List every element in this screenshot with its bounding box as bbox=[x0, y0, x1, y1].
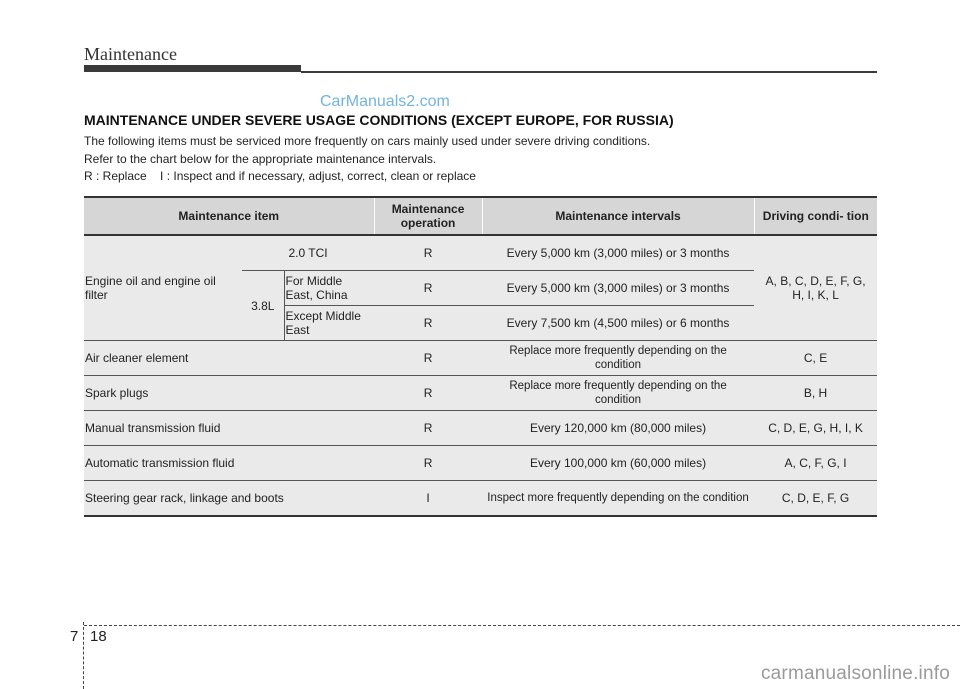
interval-cell: Every 5,000 km (3,000 miles) or 3 months bbox=[482, 271, 754, 306]
table-row bbox=[84, 376, 877, 411]
interval-cell: Every 7,500 km (4,500 miles) or 6 months bbox=[482, 306, 754, 341]
header-rule bbox=[301, 71, 877, 73]
operation-cell: R bbox=[374, 376, 482, 411]
intro-line: Refer to the chart below for the appropriate maintenance intervals. bbox=[84, 151, 437, 166]
interval-cell: Inspect more frequently depending on the condition bbox=[482, 481, 754, 517]
maintenance-table bbox=[84, 196, 877, 517]
footer-rule bbox=[84, 625, 960, 626]
conditions-cell: C, D, E, G, H, I, K bbox=[754, 411, 877, 446]
table-row bbox=[84, 446, 877, 481]
table-row bbox=[84, 481, 877, 517]
page-heading: MAINTENANCE UNDER SEVERE USAGE CONDITIONS (EXCEPT EUROPE, FOR RUSSIA) bbox=[84, 112, 674, 128]
intro-line: The following items must be serviced more frequently on cars mainly used under severe driving conditions. bbox=[84, 134, 651, 148]
item-cell: Manual transmission fluid bbox=[84, 411, 374, 446]
operation-cell: I bbox=[374, 481, 482, 517]
operation-cell: R bbox=[374, 411, 482, 446]
header-bar bbox=[84, 65, 301, 72]
header-maintenance-item: Maintenance item bbox=[84, 197, 374, 235]
table-row bbox=[84, 411, 877, 446]
header-maintenance-operation: Maintenance operation bbox=[374, 197, 482, 235]
table-row bbox=[84, 341, 877, 376]
footer-vertical-line bbox=[83, 622, 84, 689]
conditions-cell: B, H bbox=[754, 376, 877, 411]
variant-cell: 2.0 TCI bbox=[242, 235, 374, 271]
item-cell: Automatic transmission fluid bbox=[84, 446, 374, 481]
operation-cell: R bbox=[374, 306, 482, 341]
engine-cell: 3.8L bbox=[242, 271, 284, 341]
chapter-number: 7 bbox=[70, 628, 79, 645]
table-row bbox=[84, 235, 877, 271]
operation-cell: R bbox=[374, 235, 482, 271]
operation-cell: R bbox=[374, 341, 482, 376]
interval-cell: Every 120,000 km (80,000 miles) bbox=[482, 411, 754, 446]
operation-cell: R bbox=[374, 446, 482, 481]
conditions-cell: C, D, E, F, G bbox=[754, 481, 877, 517]
variant-cell: For Middle East, China bbox=[284, 271, 374, 306]
site-watermark: carmanualsonline.info bbox=[760, 663, 950, 684]
interval-cell: Every 100,000 km (60,000 miles) bbox=[482, 446, 754, 481]
table-header-row bbox=[84, 197, 877, 235]
conditions-cell: A, B, C, D, E, F, G, H, I, K, L bbox=[754, 235, 877, 341]
conditions-cell: C, E bbox=[754, 341, 877, 376]
item-cell: Engine oil and engine oil filter bbox=[84, 235, 242, 341]
interval-cell: Every 5,000 km (3,000 miles) or 3 months bbox=[482, 235, 754, 271]
section-title: Maintenance bbox=[84, 44, 177, 64]
intro-line: R : Replace I : Inspect and if necessary, adjust, correct, clean or replace bbox=[84, 169, 476, 183]
item-cell: Spark plugs bbox=[84, 376, 374, 411]
variant-cell: Except Middle East bbox=[284, 306, 374, 341]
interval-cell: Replace more frequently depending on the condition bbox=[482, 341, 754, 376]
header-driving-condition: Driving condi- tion bbox=[754, 197, 877, 235]
page-number: 18 bbox=[90, 628, 107, 645]
interval-cell: Replace more frequently depending on the condition bbox=[482, 376, 754, 411]
watermark: CarManuals2.com bbox=[320, 93, 450, 110]
operation-cell: R bbox=[374, 271, 482, 306]
item-cell: Steering gear rack, linkage and boots bbox=[84, 481, 374, 517]
item-cell: Air cleaner element bbox=[84, 341, 374, 376]
header-maintenance-intervals: Maintenance intervals bbox=[482, 197, 754, 235]
intro-text bbox=[84, 133, 884, 186]
conditions-cell: A, C, F, G, I bbox=[754, 446, 877, 481]
